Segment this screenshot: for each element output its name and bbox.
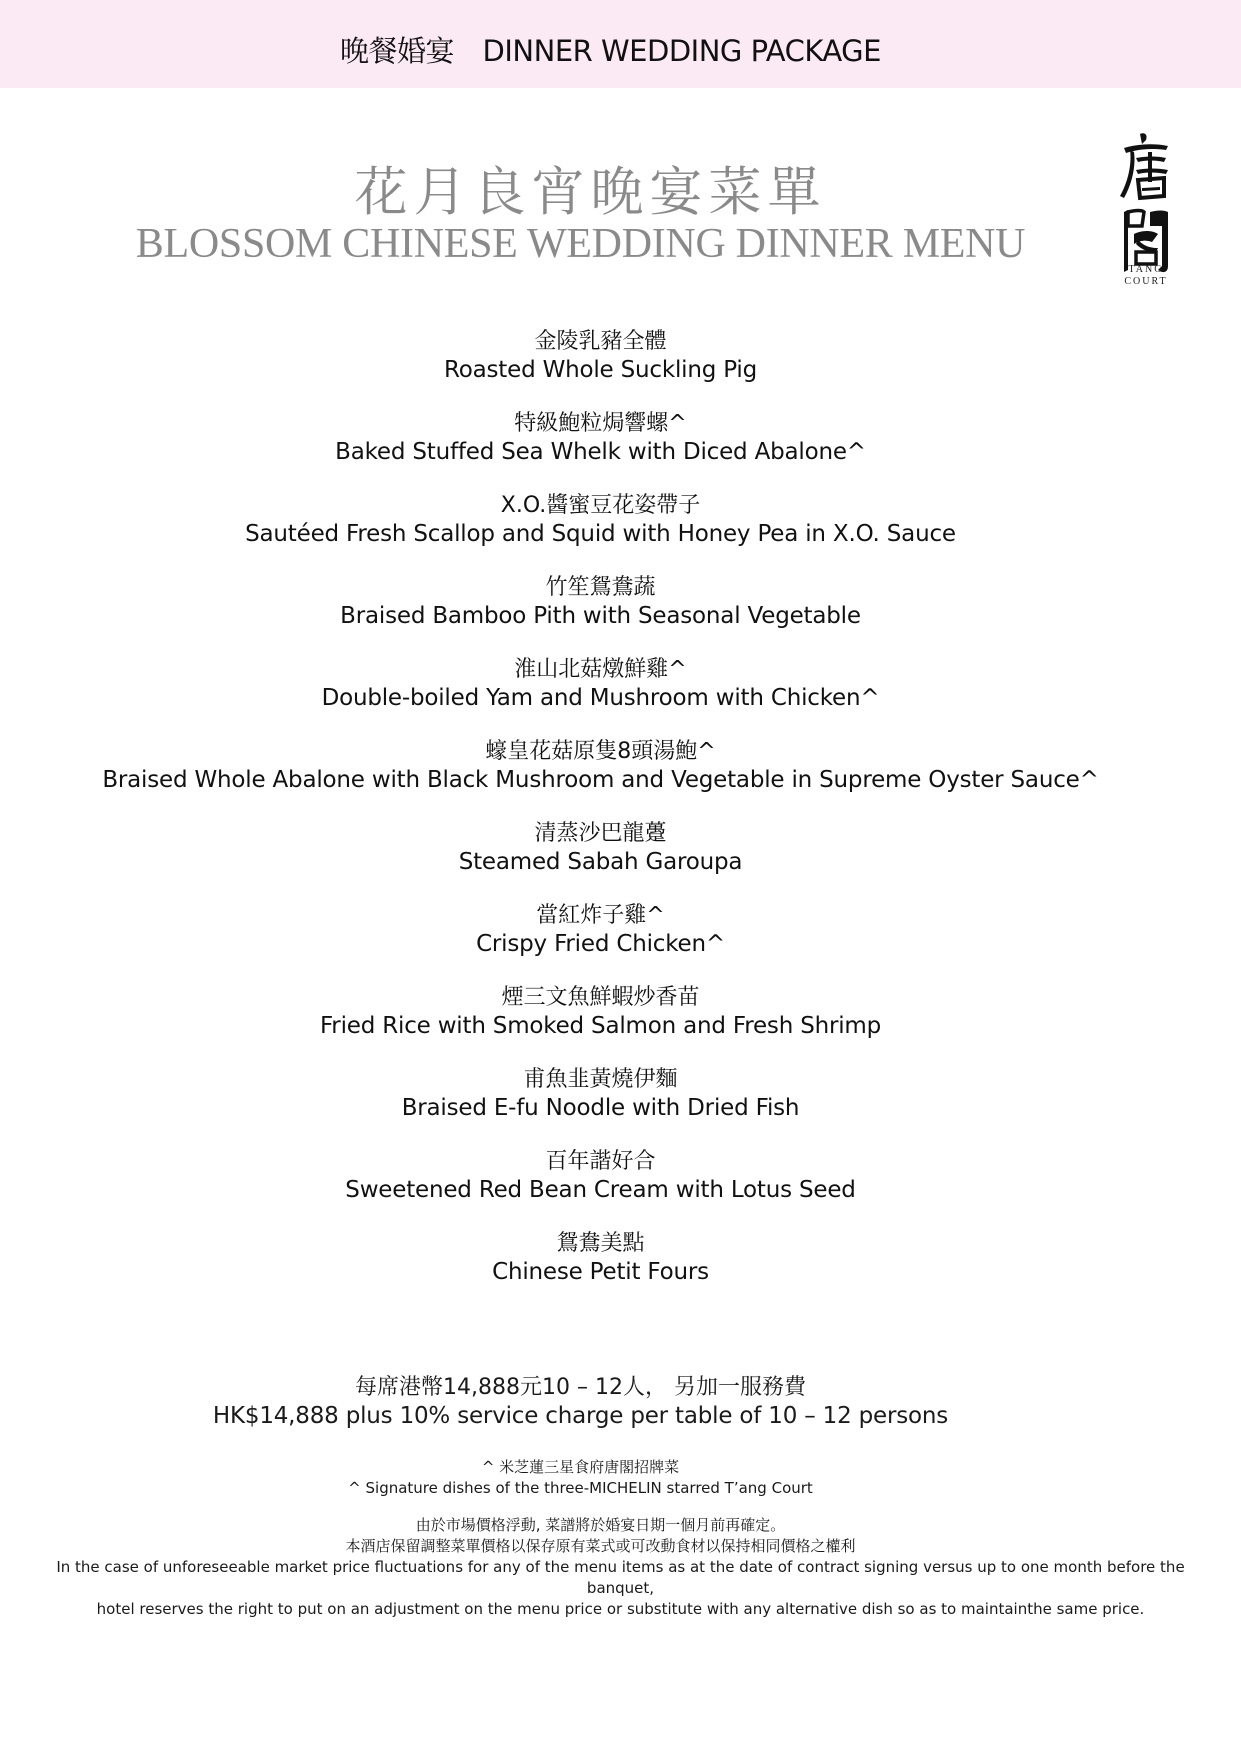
dish-name-english: Roasted Whole Suckling Pig [444, 357, 757, 383]
dish-name-chinese: 煙三文魚鮮蝦炒香苗 [501, 985, 700, 1010]
dish-name-english: Fried Rice with Smoked Salmon and Fresh Shrimp [319, 1013, 882, 1039]
dish-item [0, 1147, 1241, 1229]
price-chinese: 每席港幣14,888元10 – 12人， 另加一服務費 [355, 1375, 806, 1400]
disclaimer-english-2: hotel reserves the right to put on an adjustment on the menu price or substitute with any alternative dish so as to maintainthe same price. [96, 1600, 1145, 1618]
dish-name-english: Braised Whole Abalone with Black Mushroom and Vegetable in Supreme Oyster Sauce^ [102, 767, 1099, 793]
price-section [0, 1373, 1201, 1431]
dish-name-english: Double-boiled Yam and Mushroom with Chicken^ [321, 685, 880, 711]
dish-name-chinese: 金陵乳豬全體 [534, 329, 667, 354]
dish-item [0, 655, 1241, 737]
dish-list [0, 327, 1241, 1311]
logo-line-2: COURT [1124, 276, 1168, 287]
dish-name-english: Braised Bamboo Pith with Seasonal Vegetable [340, 603, 861, 629]
dish-name-chinese: 清蒸沙巴龍躉 [534, 821, 667, 846]
dish-item [0, 327, 1241, 409]
dish-name-english: Crispy Fried Chicken^ [476, 931, 725, 957]
logo-wordmark [1118, 264, 1174, 287]
dish-item [0, 983, 1241, 1065]
dish-item [0, 1229, 1241, 1311]
price-disclaimer [0, 1515, 1241, 1620]
dish-item [0, 819, 1241, 901]
dish-name-chinese: 鴛鴦美點 [556, 1231, 645, 1256]
dish-name-chinese: X.O.醬蜜豆花姿帶子 [500, 493, 701, 518]
logo-line-1: TANG [1128, 264, 1164, 275]
header-title: 晚餐婚宴 DINNER WEDDING PACKAGE [340, 33, 881, 68]
dish-item [0, 1065, 1241, 1147]
dish-item [0, 737, 1241, 819]
header-band [0, 0, 1241, 88]
dish-name-chinese: 淮山北菇燉鮮雞^ [514, 657, 687, 682]
dish-name-english: Chinese Petit Fours [492, 1259, 709, 1285]
dish-name-english: Sautéed Fresh Scallop and Squid with Honey Pea in X.O. Sauce [245, 521, 956, 547]
menu-title-chinese: 花月良宵晚宴菜單 [354, 162, 827, 223]
disclaimer-english-1: In the case of unforeseeable market price fluctuations for any of the menu items as at the date of contract signing versus up to one month before the banquet, [56, 1558, 1185, 1597]
signature-note-chinese: ^ 米芝蓮三星食府唐閣招牌菜 [481, 1458, 680, 1476]
dish-item [0, 573, 1241, 655]
dish-name-chinese: 當紅炸子雞^ [536, 903, 665, 928]
dish-name-english: Steamed Sabah Garoupa [458, 849, 743, 875]
dish-name-english: Braised E-fu Noodle with Dried Fish [401, 1095, 800, 1121]
dish-name-chinese: 竹笙鴛鴦蔬 [545, 575, 656, 600]
signature-note [0, 1457, 1201, 1499]
dish-name-chinese: 特級鮑粒焗響螺^ [514, 411, 687, 436]
disclaimer-chinese-1: 由於市場價格浮動, 菜譜將於婚宴日期一個月前再確定。 [415, 1516, 786, 1534]
dish-name-english: Sweetened Red Bean Cream with Lotus Seed [345, 1177, 856, 1203]
price-english: HK$14,888 plus 10% service charge per table of 10 – 12 persons [212, 1403, 949, 1429]
dish-name-chinese: 蠔皇花菇原隻8頭湯鮑^ [485, 739, 716, 764]
dish-item [0, 409, 1241, 491]
signature-note-english: ^ Signature dishes of the three-MICHELIN starred T’ang Court [348, 1479, 813, 1497]
disclaimer-chinese-2: 本酒店保留調整菜單價格以保存原有菜式或可改動食材以保持相同價格之權利 [345, 1537, 856, 1555]
dish-name-chinese: 百年諧好合 [545, 1149, 656, 1174]
dish-name-chinese: 甫魚韭黃燒伊麵 [523, 1067, 678, 1092]
dish-item [0, 901, 1241, 983]
dish-item [0, 491, 1241, 573]
dish-name-english: Baked Stuffed Sea Whelk with Diced Abalone^ [335, 439, 866, 465]
menu-title-english: BLOSSOM CHINESE WEDDING DINNER MENU [135, 221, 1026, 267]
